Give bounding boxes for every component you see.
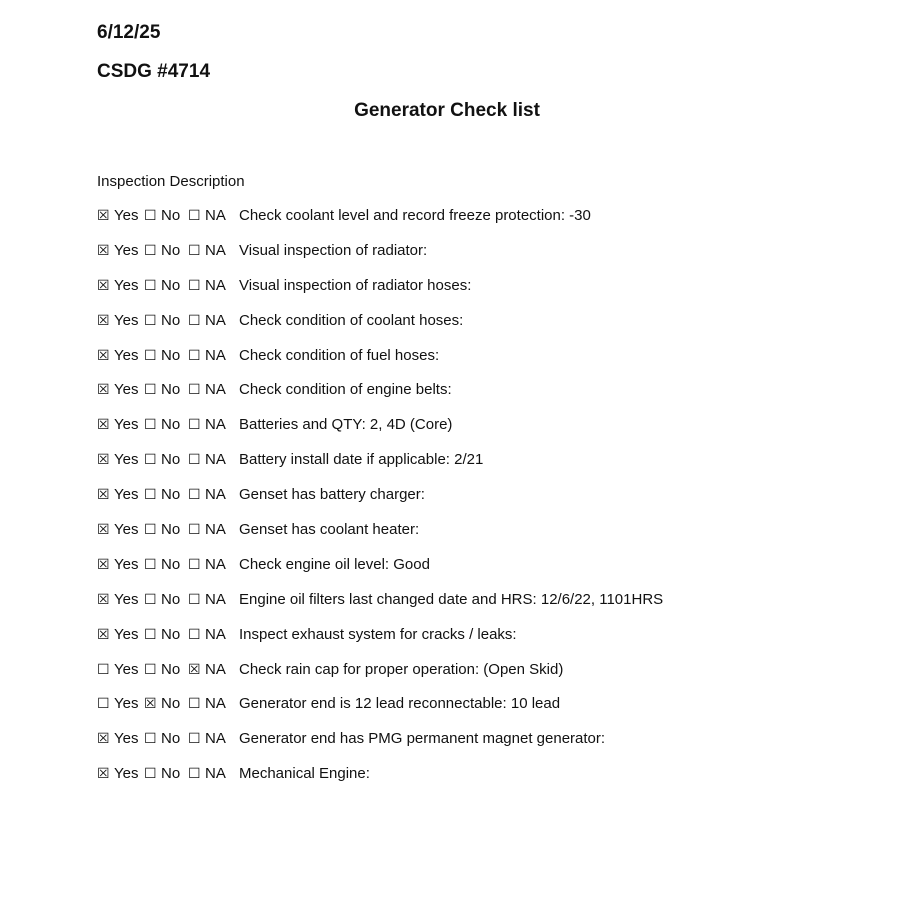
option-yes[interactable] [97,449,141,471]
option-yes[interactable] [97,205,141,227]
checklist-row [97,310,877,345]
option-label-na: NA [205,521,226,539]
unchecked-box-icon[interactable]: ☐ [188,487,201,504]
option-na[interactable] [188,589,233,611]
item-description: Check rain cap for proper operation: (Open Skid) [239,660,564,678]
option-na[interactable] [188,624,233,646]
checked-box-icon[interactable]: ☒ [97,242,110,259]
unchecked-box-icon[interactable]: ☐ [144,347,157,364]
checklist-row [97,240,877,275]
option-na[interactable] [188,379,233,401]
unchecked-box-icon[interactable]: ☐ [144,417,157,434]
option-no[interactable] [144,763,185,785]
option-label-yes: Yes [114,486,139,504]
unchecked-box-icon[interactable]: ☐ [188,696,201,713]
option-yes[interactable] [97,624,141,646]
unchecked-box-icon[interactable]: ☐ [144,591,157,608]
option-yes[interactable] [97,345,141,367]
option-no[interactable] [144,589,185,611]
item-description: Visual inspection of radiator hoses: [239,276,472,294]
option-label-na: NA [205,207,226,224]
item-description: Batteries and QTY: 2, 4D (Core) [239,416,453,434]
unchecked-box-icon[interactable]: ☐ [144,242,157,259]
unchecked-box-icon[interactable]: ☐ [188,312,201,329]
checklist-row [97,519,877,554]
option-label-na: NA [205,451,226,469]
checked-box-icon[interactable]: ☒ [97,208,110,224]
inspection-date: 6/12/25 [97,22,161,43]
option-label-yes: Yes [114,346,139,364]
option-yes[interactable] [97,763,141,785]
unchecked-box-icon[interactable]: ☐ [97,661,110,678]
item-description: Visual inspection of radiator: [239,241,428,259]
unchecked-box-icon[interactable]: ☐ [188,417,201,434]
option-no[interactable] [144,240,185,262]
option-label-yes: Yes [114,521,139,539]
checklist [97,205,877,798]
unchecked-box-icon[interactable]: ☐ [144,731,157,748]
option-no[interactable] [144,484,185,506]
option-label-na: NA [205,241,226,259]
checked-box-icon[interactable]: ☒ [97,626,110,643]
unchecked-box-icon[interactable]: ☐ [188,766,201,783]
unchecked-box-icon[interactable]: ☐ [144,766,157,783]
option-na[interactable] [188,484,233,506]
unchecked-box-icon[interactable]: ☐ [188,731,201,748]
checked-box-icon[interactable]: ☒ [97,591,110,608]
checklist-row [97,379,877,414]
option-label-yes: Yes [114,207,139,224]
checked-box-icon[interactable]: ☒ [97,766,110,783]
item-description: Genset has coolant heater: [239,521,420,539]
option-label-no: No [161,521,181,539]
option-no[interactable] [144,310,185,332]
option-label-na: NA [205,555,226,573]
unchecked-box-icon[interactable]: ☐ [144,312,157,329]
checked-box-icon[interactable]: ☒ [97,382,110,399]
option-label-yes: Yes [114,311,139,329]
unchecked-box-icon[interactable]: ☐ [144,382,157,399]
option-label-no: No [161,276,181,294]
option-yes[interactable] [97,379,141,401]
item-description: Generator end is 12 lead reconnectable: 10 lead [239,695,561,713]
item-description: Inspect exhaust system for cracks / leaks: [239,625,517,643]
option-na[interactable] [188,519,233,541]
option-na[interactable] [188,205,233,227]
unchecked-box-icon[interactable]: ☐ [144,626,157,643]
unchecked-box-icon[interactable]: ☐ [188,208,201,224]
option-na[interactable] [188,275,233,297]
option-yes[interactable] [97,659,141,681]
option-label-no: No [161,625,181,643]
option-na[interactable] [188,659,233,681]
unchecked-box-icon[interactable]: ☐ [188,591,201,608]
option-label-yes: Yes [114,416,139,434]
unchecked-box-icon[interactable]: ☐ [144,208,157,224]
option-label-no: No [161,346,181,364]
option-yes[interactable] [97,310,141,332]
option-label-no: No [161,311,181,329]
option-yes[interactable] [97,728,141,750]
option-label-na: NA [205,695,226,713]
option-no[interactable] [144,519,185,541]
unchecked-box-icon[interactable]: ☐ [144,277,157,294]
unchecked-box-icon[interactable]: ☐ [188,382,201,399]
option-label-na: NA [205,625,226,643]
option-label-na: NA [205,765,226,783]
option-na[interactable] [188,345,233,367]
checklist-row [97,763,877,798]
option-yes[interactable] [97,484,141,506]
option-label-na: NA [205,486,226,504]
site-id: CSDG #4714 [97,61,211,82]
option-label-na: NA [205,381,226,399]
option-yes[interactable] [97,519,141,541]
checklist-row [97,659,877,694]
option-na[interactable] [188,449,233,471]
option-label-yes: Yes [114,241,139,259]
option-label-na: NA [205,590,226,608]
checked-box-icon[interactable]: ☒ [97,731,110,748]
option-label-no: No [161,590,181,608]
option-label-na: NA [205,346,226,364]
option-no[interactable] [144,275,185,297]
unchecked-box-icon[interactable]: ☐ [144,556,157,573]
option-label-no: No [161,241,181,259]
checked-box-icon[interactable]: ☒ [97,556,110,573]
option-label-na: NA [205,730,226,748]
checklist-row [97,484,877,519]
option-label-yes: Yes [114,660,139,678]
checklist-row [97,693,877,728]
unchecked-box-icon[interactable]: ☐ [144,522,157,539]
option-no[interactable] [144,693,185,715]
option-label-yes: Yes [114,625,139,643]
option-label-yes: Yes [114,695,139,713]
option-no[interactable] [144,345,185,367]
option-label-no: No [161,660,181,678]
item-description: Check condition of coolant hoses: [239,311,464,329]
option-no[interactable] [144,659,185,681]
option-no[interactable] [144,554,185,576]
unchecked-box-icon[interactable]: ☐ [144,487,157,504]
option-label-yes: Yes [114,590,139,608]
option-label-yes: Yes [114,451,139,469]
page-title: Generator Check list [354,100,540,121]
option-label-na: NA [205,311,226,329]
checklist-row [97,554,877,589]
item-description: Engine oil filters last changed date and HRS: 12/6/22, 1101HRS [239,590,664,608]
unchecked-box-icon[interactable]: ☐ [97,696,110,713]
checked-box-icon[interactable]: ☒ [97,312,110,329]
checked-box-icon[interactable]: ☒ [188,661,201,678]
option-no[interactable] [144,205,185,227]
option-label-no: No [161,207,181,224]
checklist-row [97,624,877,659]
item-description: Genset has battery charger: [239,486,425,504]
option-yes[interactable] [97,240,141,262]
checked-box-icon[interactable]: ☒ [97,417,110,434]
option-label-no: No [161,555,181,573]
option-no[interactable] [144,728,185,750]
section-heading: Inspection Description [97,173,245,190]
option-na[interactable] [188,240,233,262]
option-label-no: No [161,695,181,713]
option-yes[interactable] [97,414,141,436]
checklist-row [97,414,877,449]
item-description: Check condition of engine belts: [239,381,452,399]
option-no[interactable] [144,379,185,401]
option-label-no: No [161,486,181,504]
checked-box-icon[interactable]: ☒ [97,452,110,469]
option-na[interactable] [188,414,233,436]
item-description: Check coolant level and record freeze protection: -30 [239,207,591,224]
unchecked-box-icon[interactable]: ☐ [188,556,201,573]
unchecked-box-icon[interactable]: ☐ [188,522,201,539]
unchecked-box-icon[interactable]: ☐ [188,452,201,469]
checked-box-icon[interactable]: ☒ [97,347,110,364]
option-label-no: No [161,765,181,783]
checklist-row [97,275,877,310]
option-label-yes: Yes [114,730,139,748]
option-label-yes: Yes [114,381,139,399]
option-no[interactable] [144,449,185,471]
option-label-no: No [161,451,181,469]
option-label-na: NA [205,416,226,434]
unchecked-box-icon[interactable]: ☐ [144,452,157,469]
checklist-row [97,345,877,380]
item-description: Check engine oil level: Good [239,555,430,573]
checklist-row [97,589,877,624]
option-label-na: NA [205,276,226,294]
option-na[interactable] [188,554,233,576]
option-na[interactable] [188,310,233,332]
option-yes[interactable] [97,693,141,715]
option-label-no: No [161,381,181,399]
option-yes[interactable] [97,554,141,576]
item-description: Check condition of fuel hoses: [239,346,440,364]
option-label-na: NA [205,660,226,678]
item-description: Generator end has PMG permanent magnet generator: [239,730,606,748]
item-description: Mechanical Engine: [239,765,370,783]
item-description: Battery install date if applicable: 2/21 [239,451,484,469]
option-na[interactable] [188,728,233,750]
option-yes[interactable] [97,275,141,297]
option-label-no: No [161,730,181,748]
option-na[interactable] [188,763,233,785]
checklist-row [97,449,877,484]
option-label-yes: Yes [114,555,139,573]
checked-box-icon[interactable]: ☒ [97,487,110,504]
checked-box-icon[interactable]: ☒ [144,696,157,713]
checked-box-icon[interactable]: ☒ [97,522,110,539]
checklist-row [97,205,877,240]
unchecked-box-icon[interactable]: ☐ [188,242,201,259]
option-no[interactable] [144,624,185,646]
unchecked-box-icon[interactable]: ☐ [144,661,157,678]
unchecked-box-icon[interactable]: ☐ [188,347,201,364]
option-yes[interactable] [97,589,141,611]
checked-box-icon[interactable]: ☒ [97,277,110,294]
option-no[interactable] [144,414,185,436]
option-label-yes: Yes [114,765,139,783]
option-na[interactable] [188,693,233,715]
unchecked-box-icon[interactable]: ☐ [188,277,201,294]
option-label-yes: Yes [114,276,139,294]
checklist-row [97,728,877,763]
option-label-no: No [161,416,181,434]
unchecked-box-icon[interactable]: ☐ [188,626,201,643]
